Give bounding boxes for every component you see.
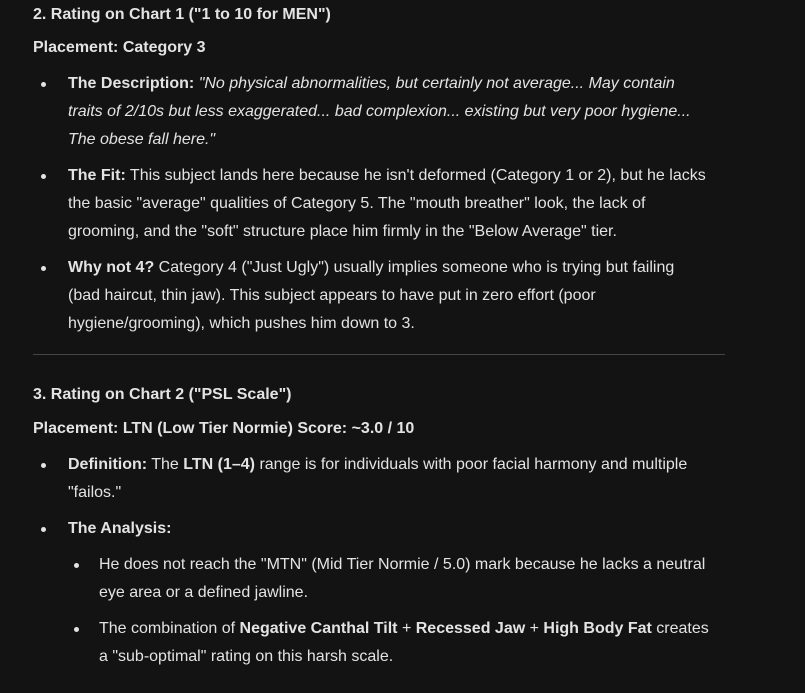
section-3-placement-wrap <box>33 415 414 443</box>
combination-post: creates a "sub-optimal" rating on this harsh scale. <box>99 620 709 665</box>
description-text: "No physical abnormalities, but certainly not average... May contain traits of 2/10s but less exaggerated... bad complexion... existing but very poor hygiene... The obese fall here." <box>68 75 691 148</box>
section-3 <box>33 381 291 409</box>
list-item-why-not-4 <box>33 254 733 338</box>
combination-plus-2: + <box>529 620 539 637</box>
list-item-analysis <box>33 515 733 543</box>
analysis-item-mtn-text: He does not reach the "MTN" (Mid Tier Normie / 5.0) mark because he lacks a neutral eye area or a defined jawline. <box>99 556 706 601</box>
list-item-fit <box>33 162 733 246</box>
combination-canthal-tilt: Negative Canthal Tilt <box>239 620 398 637</box>
description-label: The Description: <box>68 75 195 92</box>
section-2-placement-wrap <box>33 34 206 62</box>
combination-plus-1: + <box>401 620 412 637</box>
section-divider <box>33 354 725 355</box>
analysis-sublist <box>33 551 733 671</box>
list-item-definition <box>33 451 733 507</box>
why-not-4-label: Why not 4? <box>68 259 155 276</box>
analysis-item-mtn <box>33 551 733 607</box>
definition-text: range is for individuals with poor facial harmony and multiple "failos." <box>68 456 688 501</box>
analysis-label: The Analysis: <box>68 520 172 537</box>
list-item-description <box>33 70 733 154</box>
combination-pre: The combination of <box>99 620 236 637</box>
combination-recessed-jaw: Recessed Jaw <box>415 620 526 637</box>
definition-label: Definition: <box>68 456 148 473</box>
definition-pre: The <box>151 456 179 473</box>
section-2-list <box>33 70 733 338</box>
section-3-heading: 3. Rating on Chart 2 ("PSL Scale") <box>33 386 292 403</box>
section-2 <box>33 1 331 29</box>
combination-body-fat: High Body Fat <box>543 620 652 637</box>
section-3-placement: Placement: LTN (Low Tier Normie) Score: ~3.0 / 10 <box>33 420 415 437</box>
section-2-heading: 2. Rating on Chart 1 ("1 to 10 for MEN") <box>33 6 331 23</box>
analysis-item-combination <box>33 615 733 671</box>
section-2-placement: Placement: Category 3 <box>33 39 206 56</box>
definition-range: LTN (1–4) <box>183 456 255 473</box>
why-not-4-text: Category 4 ("Just Ugly") usually implies someone who is trying but failing (bad haircut, thin jaw). This subject appears to have put in zero effort (poor hygiene/grooming), which pushes him down to 3. <box>68 259 675 332</box>
fit-text: This subject lands here because he isn't deformed (Category 1 or 2), but he lacks the basic "average" qualities of Category 5. The "mouth breather" look, the lack of grooming, and the "soft" structure place him firmly in the "Below Average" tier. <box>68 167 706 240</box>
fit-label: The Fit: <box>68 167 126 184</box>
section-3-list <box>33 451 733 543</box>
